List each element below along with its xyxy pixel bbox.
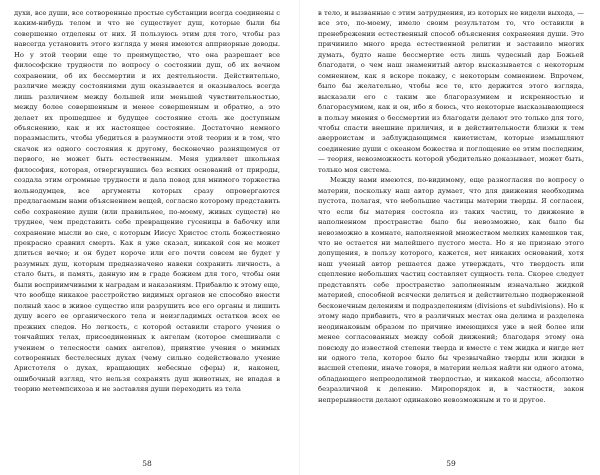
- right-page-text: [318, 8, 584, 405]
- right-page: [318, 8, 584, 468]
- left-page-text: [14, 8, 280, 395]
- left-page-number: 58: [142, 459, 152, 468]
- left-paragraph: духи, все души, все сотворенные простые субстанции всегда соединены с каким-нибудь телом и что не существует душ, которые были бы совершенно отделены от них. Я пользуюсь этим для того, чтобы раз навсегда установить этого взгляда у меня имеются апприорные доводы. Но у этой теории еще то преимущество, что она разрешает все философские трудности по вопросу о состоянии душ, об их вечном сохранении, об их бессмертии и их деятельности. Действительно, различие между состояниями душ оказывается и оказывалось всегда лишь различием между большей или меньшей чувствительностью, между более совершенным и менее совершенным и обратно, а это делает их прошедшее и будущее состояние столь же доступным объяснению, как и их настоящее состояние. Достаточно немного поразмыслить, чтобы убедиться в разумности этой теории и в том, что скачок из одного состояния к другому, бесконечно разнящемуся от первого, не может быть естественным. Меня удивляет школьная философия, которая, отвергнувшись без всяких оснований от природы, создала этим огромные трудности и дала повод для мнимого торжества вольнодумцев, все аргументы которых сразу опровергаются предлагаемым нами объяснением вещей, согласно которому представить себе сохранение души (или правильнее, по-моему, живых существ) не труднее, чем представить себе превращение гусеницы в бабочку или сохранение мысли во сне, с которым Иисус Христос столь божественно прекрасно сравнил смерть. Как я уже сказал, никакой сон не может длиться вечно; и он будет короче или его почти совсем не будет у разумных душ, которым предназначено навеки сохранить личность, а стало быть, и память, данную им в граде божием для того, чтобы они были восприимчивыми к наградам и наказаниям. Прибавлю к этому еще, что вообще никакое расстройство видимых органов не способно внести полный хаос в живое существо или разрушить все его органы и лишить душу всего ее органического тела и неизгладимых остатков всех ее прежних следов. Но легкость, с которой оставили старого учения о тончайших телах, присоединенных к ангелам (которое смешивали с учением о телесности самих ангелов), принятие учения о мнимых сотворенных бестелесных духах (чему сильно содействовало учение Аристотеля о духах, вращающих небесные сферы) и, наконец, ошибочный взгляд, что нельзя сохранять душ животных, не впадая в теорию метемпсихоза и не заставляя души переходить из тела: [14, 9, 280, 394]
- right-paragraph: в тело, и вызванные с этим затруднения, из которых не видели выхода, — все это, по-моему, имело своим результатом то, что оставили в пренебрежении естественный способ объяснения сохранения души. Это причинило много вреда естественной религии и заставило многих думать, будто наше бессмертие есть лишь чудесный дар Божьей благодати, о чем наш знаменитый автор высказывается с некоторым сомнением, как я вскоре покажу, с некоторым сомнением. Впрочем, было бы желательно, чтобы все те, кто держится этого взгляда, высказали его с таким же благоразумием и искренностью и благорасумием, как и он, ибо я боюсь, что некоторые высказывающиеся в пользу мнения о бессмертии из благодати делают это только для того, чтобы спасти внешние приличия, и в действительности близки к тем аверроистам и заблуждающимся квиетистам, которые измышляют соединение души с океаном божества и поглощение ее этим последним, — теория, невозможность которой убедительно доказывает, может быть, только моя система.: [318, 9, 584, 174]
- book-gutter: [299, 0, 300, 475]
- left-page: [14, 8, 280, 468]
- right-paragraph: Между нами имеются, по-видимому, еще разногласия по вопросу о материи, поскольку наш автор думает, что для движения необходима пустота, полагая, что небольшие частицы материи тверды. Я согласен, что если бы материя состояла из таких частиц, то движение в наполненном пространстве было бы невозможно, как было бы невозможно в комнате, наполненной множеством мелких камешков так, что не остается ни малейшего пустого места. Но я не признаю этого допущения, в пользу которого, кажется, нет никаких оснований, хотя наш ученый автор решается даже утверждать, что твердость или сцепление небольших частиц составляет сущность тела. Скорее следует представлять себе пространство заполненным изначально жидкой материей, способной всячески делиться и действительно подверженной бесконечным делениям и подразделениям (divisions et subdivisions). Но к этому надо прибавить, что в различных местах она делима и разделена неодинаковым образом по причине имеющихся уже в ней более или менее согласованных между собой движений; благодаря этому она повсюду до известной степени тверда и вместе с тем жидка и нигде нет ни одного тела, которое было бы чрезвычайно тверды или жидки в высшей степени, иначе говоря, в материи нельзя найти ни одного атома, обладающего непреодолимой твердостью, и никакой массы, абсолютно безразличной к делению. Миропорядок и, в частности, закон непрерывности делают одинаково невозможным и то и другое.: [318, 176, 584, 404]
- right-page-number: 59: [446, 459, 456, 468]
